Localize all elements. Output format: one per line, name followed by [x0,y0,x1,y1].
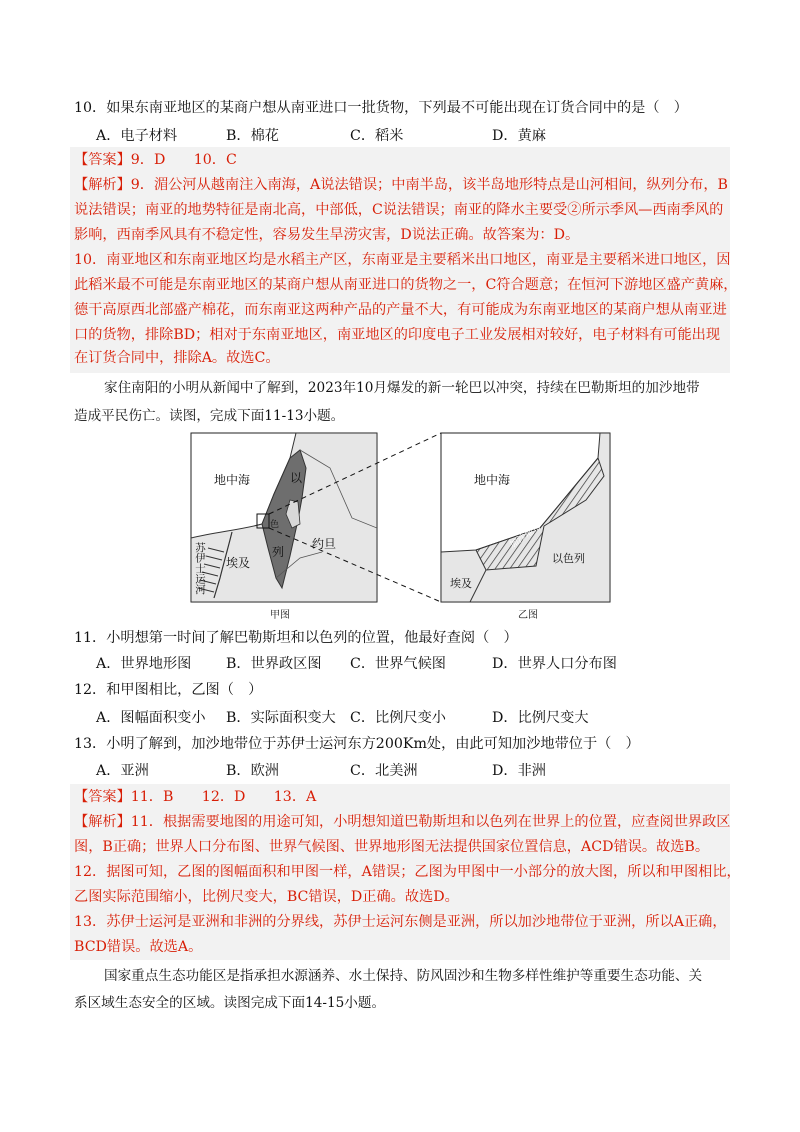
analysis-line: 在订货合同中，排除A。故选C。 [74,350,280,366]
map-b-sea-label: 地中海 [474,473,511,487]
map-a-canal-label: 苏伊士运河 [194,542,206,595]
analysis-line: BCD错误。故选A。 [74,939,203,955]
q12-option-b: B．实际面积变大 [226,710,336,726]
q11-option-d: D．世界人口分布图 [492,656,617,672]
intro-paragraph-line: 家住南阳的小明从新闻中了解到，2023年10月爆发的新一轮巴以冲突，持续在巴勒斯坦的加沙地带 [104,380,700,396]
analysis-line: 图，B正确；世界人口分布图、世界气候图、世界地形图无法提供国家位置信息，ACD错误。故选B。 [74,839,710,855]
q12-option-d: D．比例尺变大 [492,710,589,726]
answer-line: 【答案】11．B 12．D 13．A [74,789,317,805]
intro-paragraph-line: 系区域生态安全的区域。读图完成下面14-15小题。 [74,995,386,1011]
q10-option-b: B．棉花 [226,128,279,144]
intro-paragraph-line: 国家重点生态功能区是指承担水源涵养、水土保持、防风固沙和生物多样性维护等重要生态功能、关 [104,968,703,984]
analysis-line: 13．苏伊士运河是亚洲和非洲的分界线，苏伊士运河东侧是亚洲，所以加沙地带位于亚洲，所以A正确， [74,914,727,930]
q10-option-a: A．电子材料 [96,128,178,144]
analysis-line: 口的货物，排除BD；相对于东南亚地区，南亚地区的印度电子工业发展相对较好，电子材料有可能出现 [74,327,721,343]
map-b-israel-label: 以色列 [552,552,585,565]
question-12-stem: 12．和甲图相比，乙图（ ） [74,682,263,698]
map-a-sea-label: 地中海 [214,473,251,487]
q11-option-b: B．世界政区图 [226,656,322,672]
map-a-israel-label-mid: 色 [270,520,280,530]
map-a-caption: 甲图 [270,610,290,621]
q12-option-a: A．图幅面积变小 [96,710,206,726]
map-b-egypt-label: 埃及 [450,577,472,590]
analysis-line: 德干高原西北部盛产棉花，而东南亚这两种产品的产量不大，有可能成为东南亚地区的某商户想从南亚进 [74,302,727,318]
analysis-line: 10．南亚地区和东南亚地区均是水稻主产区，东南亚是主要稻米出口地区，南亚是主要稻米进口地区，因 [74,252,731,268]
q12-option-c: C．比例尺变小 [350,710,446,726]
analysis-line: 说法错误；南亚的地势特征是南北高，中部低，C说法错误；南亚的降水主要受②所示季风—西南季风的 [74,202,724,218]
map-a-jordan-label: 约旦 [312,537,337,551]
map-a [191,433,377,621]
q11-option-c: C．世界气候图 [350,656,446,672]
q13-option-b: B．欧洲 [226,763,279,779]
q13-option-d: D．非洲 [492,763,546,779]
q13-option-c: C．北美洲 [350,763,418,779]
q13-option-a: A．亚洲 [96,763,149,779]
question-10-stem: 10．如果东南亚地区的某商户想从南亚进口一批货物，下列最不可能出现在订货合同中的是（ ） [74,100,688,116]
answer-line: 【答案】9．D 10．C [74,152,237,168]
analysis-line: 【解析】11．根据需要地图的用途可知，小明想知道巴勒斯坦和以色列在世界上的位置，应查阅世界政区 [74,814,731,830]
intro-paragraph-line: 造成平民伤亡。读图，完成下面11-13小题。 [74,408,345,424]
maps-figure [0,428,800,628]
analysis-line: 影响，西南季风具有不稳定性，容易发生旱涝灾害，D说法正确。故答案为：D。 [74,227,580,243]
analysis-line: 12．据图可知，乙图的图幅面积和甲图一样，A错误；乙图为甲图中一小部分的放大图，所以和甲图相比， [74,864,741,880]
q10-option-d: D．黄麻 [492,128,546,144]
q11-option-a: A．世界地形图 [96,656,192,672]
analysis-line: 乙图实际范围缩小，比例尺变大，BC错误，D正确。故选D。 [74,889,459,905]
analysis-line: 此稻米最不可能是东南亚地区的某商户想从南亚进口的货物之一，C符合题意；在恒河下游地区盛产黄麻， [74,277,738,293]
map-a-egypt-label: 埃及 [226,556,251,570]
answer-block-9-10 [70,147,738,373]
map-b-gaza-label: 加沙地带 [508,521,544,551]
map-b-caption: 乙图 [518,610,538,621]
question-11-stem: 11．小明想第一时间了解巴勒斯坦和以色列的位置，他最好查阅（ ） [74,630,518,646]
answer-block-11-13 [70,784,741,960]
map-a-israel-label-bottom: 列 [272,545,285,559]
question-13-stem: 13．小明了解到，加沙地带位于苏伊士运河东方200Km处，由此可知加沙地带位于（ ） [74,736,640,752]
map-b [441,433,610,621]
analysis-line: 【解析】9．湄公河从越南注入南海，A说法错误；中南半岛，该半岛地形特点是山河相间，纵列分布，B [74,177,728,193]
q10-option-c: C．稻米 [350,128,404,144]
map-a-israel-label-top: 以 [290,471,303,485]
